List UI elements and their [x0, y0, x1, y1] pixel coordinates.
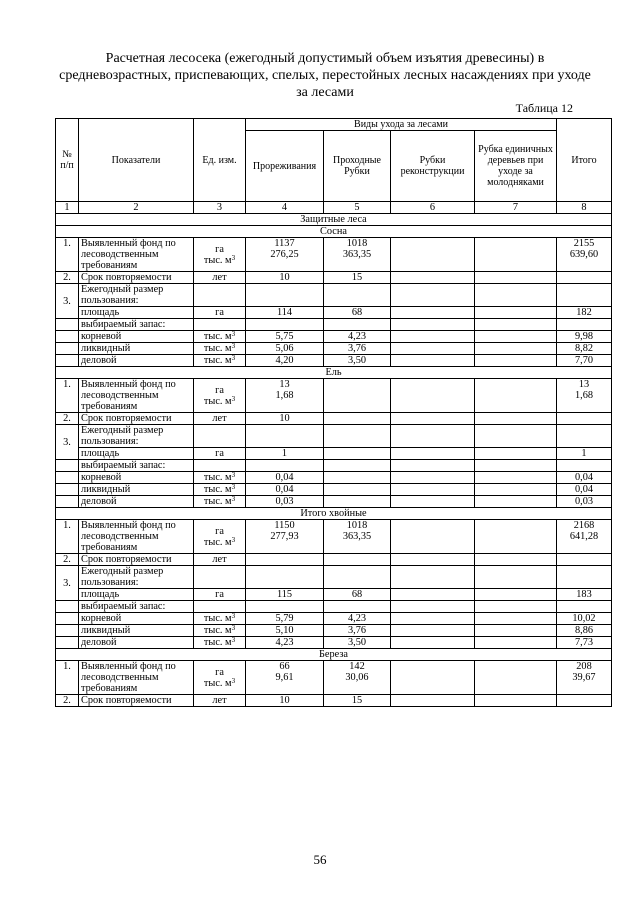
empty-cell	[475, 460, 557, 472]
col-number: 4	[246, 202, 324, 214]
empty-cell	[475, 355, 557, 367]
value-cell: 1018 363,35	[324, 238, 391, 272]
empty-cell	[557, 413, 612, 425]
header-group: Виды ухода за лесами	[246, 119, 557, 131]
empty-cell	[391, 589, 475, 601]
value-cell: 5,06	[246, 343, 324, 355]
value-cell: 8,86	[557, 625, 612, 637]
value-cell: 7,70	[557, 355, 612, 367]
empty-cell	[194, 425, 246, 448]
empty-cell	[391, 331, 475, 343]
empty-cell	[324, 496, 391, 508]
empty-cell	[391, 307, 475, 319]
empty-cell	[391, 625, 475, 637]
col-number: 3	[194, 202, 246, 214]
unit-cell: лет	[194, 554, 246, 566]
value-cell: 0,04	[557, 484, 612, 496]
row-label: выбираемый запас:	[79, 601, 194, 613]
empty-cell	[246, 601, 324, 613]
row-number: 3.	[56, 566, 79, 601]
empty-cell	[56, 601, 79, 613]
empty-cell	[324, 319, 391, 331]
row-number: 2.	[56, 554, 79, 566]
row-number: 1.	[56, 520, 79, 554]
empty-cell	[557, 554, 612, 566]
empty-cell	[475, 319, 557, 331]
row-label: Ежегодный размер пользования:	[79, 284, 194, 307]
empty-cell	[475, 272, 557, 284]
empty-cell	[557, 566, 612, 589]
empty-cell	[56, 637, 79, 649]
empty-cell	[475, 637, 557, 649]
value-cell: 4,23	[324, 613, 391, 625]
empty-cell	[475, 601, 557, 613]
empty-cell	[194, 319, 246, 331]
empty-cell	[391, 355, 475, 367]
empty-cell	[475, 331, 557, 343]
row-label: деловой	[79, 355, 194, 367]
row-label: Выявленный фонд по лесоводственным требованиям	[79, 520, 194, 554]
section-heading: Защитные леса	[56, 214, 612, 226]
row-label: Ежегодный размер пользования:	[79, 425, 194, 448]
empty-cell	[391, 379, 475, 413]
unit-cell: тыс. $м^3$	[194, 484, 246, 496]
empty-cell	[475, 566, 557, 589]
empty-cell	[324, 472, 391, 484]
value-cell: 1150 277,93	[246, 520, 324, 554]
empty-cell	[324, 460, 391, 472]
value-cell: 142 30,06	[324, 661, 391, 695]
empty-cell	[246, 319, 324, 331]
row-label: корневой	[79, 331, 194, 343]
empty-cell	[475, 343, 557, 355]
col-number: 7	[475, 202, 557, 214]
header-total: Итого	[557, 119, 612, 202]
row-label: площадь	[79, 307, 194, 319]
unit-cell: тыс. $м^3$	[194, 496, 246, 508]
value-cell: 7,73	[557, 637, 612, 649]
row-number: 2.	[56, 413, 79, 425]
row-label: Ежегодный размер пользования:	[79, 566, 194, 589]
header-unit: Ед. изм.	[194, 119, 246, 202]
row-label: Выявленный фонд по лесоводственным требованиям	[79, 379, 194, 413]
empty-cell	[391, 343, 475, 355]
row-label: выбираемый запас:	[79, 319, 194, 331]
row-number: 3.	[56, 284, 79, 319]
unit-cell: тыс. $м^3$	[194, 613, 246, 625]
row-label: площадь	[79, 589, 194, 601]
value-cell: 1	[557, 448, 612, 460]
col-number: 8	[557, 202, 612, 214]
empty-cell	[475, 472, 557, 484]
header-single-trees: Рубка единичных деревьев при уходе за молодняками	[475, 131, 557, 202]
empty-cell	[391, 319, 475, 331]
empty-cell	[56, 343, 79, 355]
empty-cell	[475, 379, 557, 413]
unit-cell: тыс. $м^3$	[194, 331, 246, 343]
empty-cell	[557, 284, 612, 307]
row-label: Выявленный фонд по лесоводственным требованиям	[79, 238, 194, 272]
empty-cell	[56, 472, 79, 484]
empty-cell	[246, 425, 324, 448]
empty-cell	[475, 613, 557, 625]
empty-cell	[56, 484, 79, 496]
header-reconstruction: Рубки реконструкции	[391, 131, 475, 202]
unit-cell: га	[194, 589, 246, 601]
empty-cell	[391, 566, 475, 589]
section-heading: Сосна	[56, 226, 612, 238]
empty-cell	[391, 425, 475, 448]
row-label: Срок повторяемости	[79, 272, 194, 284]
section-heading: Ель	[56, 367, 612, 379]
empty-cell	[391, 637, 475, 649]
empty-cell	[475, 425, 557, 448]
unit-cell: тыс. $м^3$	[194, 355, 246, 367]
empty-cell	[475, 284, 557, 307]
empty-cell	[475, 589, 557, 601]
empty-cell	[391, 484, 475, 496]
unit-cell: тыс. $м^3$	[194, 343, 246, 355]
unit-cell: га тыс. $м^3$	[194, 238, 246, 272]
col-number: 5	[324, 202, 391, 214]
empty-cell	[557, 319, 612, 331]
value-cell: 8,82	[557, 343, 612, 355]
empty-cell	[391, 496, 475, 508]
col-number: 1	[56, 202, 79, 214]
value-cell: 0,04	[246, 484, 324, 496]
empty-cell	[391, 284, 475, 307]
value-cell: 1137 276,25	[246, 238, 324, 272]
value-cell: 0,04	[246, 472, 324, 484]
empty-cell	[475, 484, 557, 496]
empty-cell	[194, 601, 246, 613]
page-title: Расчетная лесосека (ежегодный допустимый объем изъятия древесины) в средневозрастных, приспевающих, спелых, перестойных лесных насаждениях при уходе за лесами	[59, 51, 591, 100]
row-number: 2.	[56, 695, 79, 707]
value-cell: 15	[324, 272, 391, 284]
empty-cell	[475, 448, 557, 460]
empty-cell	[324, 566, 391, 589]
row-number: 1.	[56, 238, 79, 272]
empty-cell	[246, 460, 324, 472]
unit-cell: га тыс. $м^3$	[194, 661, 246, 695]
row-label: ликвидный	[79, 625, 194, 637]
value-cell: 0,03	[557, 496, 612, 508]
value-cell: 5,10	[246, 625, 324, 637]
empty-cell	[475, 520, 557, 554]
row-label: корневой	[79, 613, 194, 625]
unit-cell: лет	[194, 695, 246, 707]
row-number: 2.	[56, 272, 79, 284]
value-cell: 66 9,61	[246, 661, 324, 695]
empty-cell	[56, 331, 79, 343]
table-label: Таблица 12	[515, 101, 573, 115]
unit-cell: тыс. $м^3$	[194, 472, 246, 484]
empty-cell	[475, 695, 557, 707]
empty-cell	[324, 284, 391, 307]
empty-cell	[391, 238, 475, 272]
value-cell: 5,79	[246, 613, 324, 625]
value-cell: 4,23	[246, 637, 324, 649]
empty-cell	[557, 272, 612, 284]
empty-cell	[557, 695, 612, 707]
empty-cell	[557, 601, 612, 613]
value-cell: 182	[557, 307, 612, 319]
value-cell: 1	[246, 448, 324, 460]
row-label: выбираемый запас:	[79, 460, 194, 472]
value-cell: 4,20	[246, 355, 324, 367]
header-indicators: Показатели	[79, 119, 194, 202]
value-cell: 0,03	[246, 496, 324, 508]
empty-cell	[475, 307, 557, 319]
value-cell: 4,23	[324, 331, 391, 343]
row-number: 1.	[56, 661, 79, 695]
empty-cell	[246, 566, 324, 589]
unit-cell: лет	[194, 272, 246, 284]
value-cell: 10	[246, 695, 324, 707]
row-number: 1.	[56, 379, 79, 413]
value-cell: 3,50	[324, 637, 391, 649]
unit-cell: лет	[194, 413, 246, 425]
empty-cell	[475, 413, 557, 425]
unit-cell: тыс. $м^3$	[194, 637, 246, 649]
value-cell: 15	[324, 695, 391, 707]
row-label: ликвидный	[79, 484, 194, 496]
empty-cell	[391, 413, 475, 425]
value-cell: 208 39,67	[557, 661, 612, 695]
value-cell: 13 1,68	[246, 379, 324, 413]
value-cell: 3,76	[324, 343, 391, 355]
col-number: 6	[391, 202, 475, 214]
row-label: Срок повторяемости	[79, 413, 194, 425]
header-passage: Проходные Рубки	[324, 131, 391, 202]
value-cell: 115	[246, 589, 324, 601]
value-cell: 1018 363,35	[324, 520, 391, 554]
empty-cell	[557, 460, 612, 472]
empty-cell	[56, 355, 79, 367]
empty-cell	[56, 496, 79, 508]
row-label: корневой	[79, 472, 194, 484]
unit-cell: га тыс. $м^3$	[194, 379, 246, 413]
empty-cell	[56, 613, 79, 625]
empty-cell	[324, 425, 391, 448]
empty-cell	[324, 413, 391, 425]
empty-cell	[475, 238, 557, 272]
row-number: 3.	[56, 425, 79, 460]
row-label: Срок повторяемости	[79, 695, 194, 707]
empty-cell	[475, 554, 557, 566]
value-cell: 183	[557, 589, 612, 601]
value-cell: 0,04	[557, 472, 612, 484]
value-cell: 5,75	[246, 331, 324, 343]
unit-cell: га тыс. $м^3$	[194, 520, 246, 554]
row-label: ликвидный	[79, 343, 194, 355]
section-heading: Береза	[56, 649, 612, 661]
empty-cell	[324, 379, 391, 413]
empty-cell	[391, 601, 475, 613]
value-cell: 68	[324, 307, 391, 319]
empty-cell	[194, 566, 246, 589]
empty-cell	[475, 625, 557, 637]
empty-cell	[324, 554, 391, 566]
page-number: 56	[313, 852, 327, 867]
empty-cell	[391, 472, 475, 484]
row-label: Выявленный фонд по лесоводственным требованиям	[79, 661, 194, 695]
value-cell: 114	[246, 307, 324, 319]
empty-cell	[194, 284, 246, 307]
unit-cell: га	[194, 307, 246, 319]
col-number: 2	[79, 202, 194, 214]
empty-cell	[557, 425, 612, 448]
empty-cell	[391, 448, 475, 460]
empty-cell	[56, 319, 79, 331]
value-cell: 3,76	[324, 625, 391, 637]
empty-cell	[391, 613, 475, 625]
row-label: деловой	[79, 637, 194, 649]
row-label: деловой	[79, 496, 194, 508]
value-cell: 68	[324, 589, 391, 601]
empty-cell	[391, 554, 475, 566]
empty-cell	[194, 460, 246, 472]
row-label: площадь	[79, 448, 194, 460]
empty-cell	[246, 284, 324, 307]
empty-cell	[246, 554, 324, 566]
value-cell: 2168 641,28	[557, 520, 612, 554]
row-label: Срок повторяемости	[79, 554, 194, 566]
header-thinning: Прореживания	[246, 131, 324, 202]
empty-cell	[391, 460, 475, 472]
value-cell: 3,50	[324, 355, 391, 367]
empty-cell	[391, 272, 475, 284]
value-cell: 10	[246, 272, 324, 284]
value-cell: 9,98	[557, 331, 612, 343]
unit-cell: га	[194, 448, 246, 460]
empty-cell	[324, 601, 391, 613]
empty-cell	[391, 520, 475, 554]
empty-cell	[56, 460, 79, 472]
forest-cutting-table	[55, 118, 612, 707]
empty-cell	[475, 661, 557, 695]
header-num: № п/п	[56, 119, 79, 202]
empty-cell	[391, 695, 475, 707]
value-cell: 13 1,68	[557, 379, 612, 413]
empty-cell	[475, 496, 557, 508]
section-heading: Итого хвойные	[56, 508, 612, 520]
empty-cell	[324, 484, 391, 496]
value-cell: 2155 639,60	[557, 238, 612, 272]
value-cell: 10,02	[557, 613, 612, 625]
empty-cell	[391, 661, 475, 695]
unit-cell: тыс. $м^3$	[194, 625, 246, 637]
empty-cell	[324, 448, 391, 460]
value-cell: 10	[246, 413, 324, 425]
empty-cell	[56, 625, 79, 637]
